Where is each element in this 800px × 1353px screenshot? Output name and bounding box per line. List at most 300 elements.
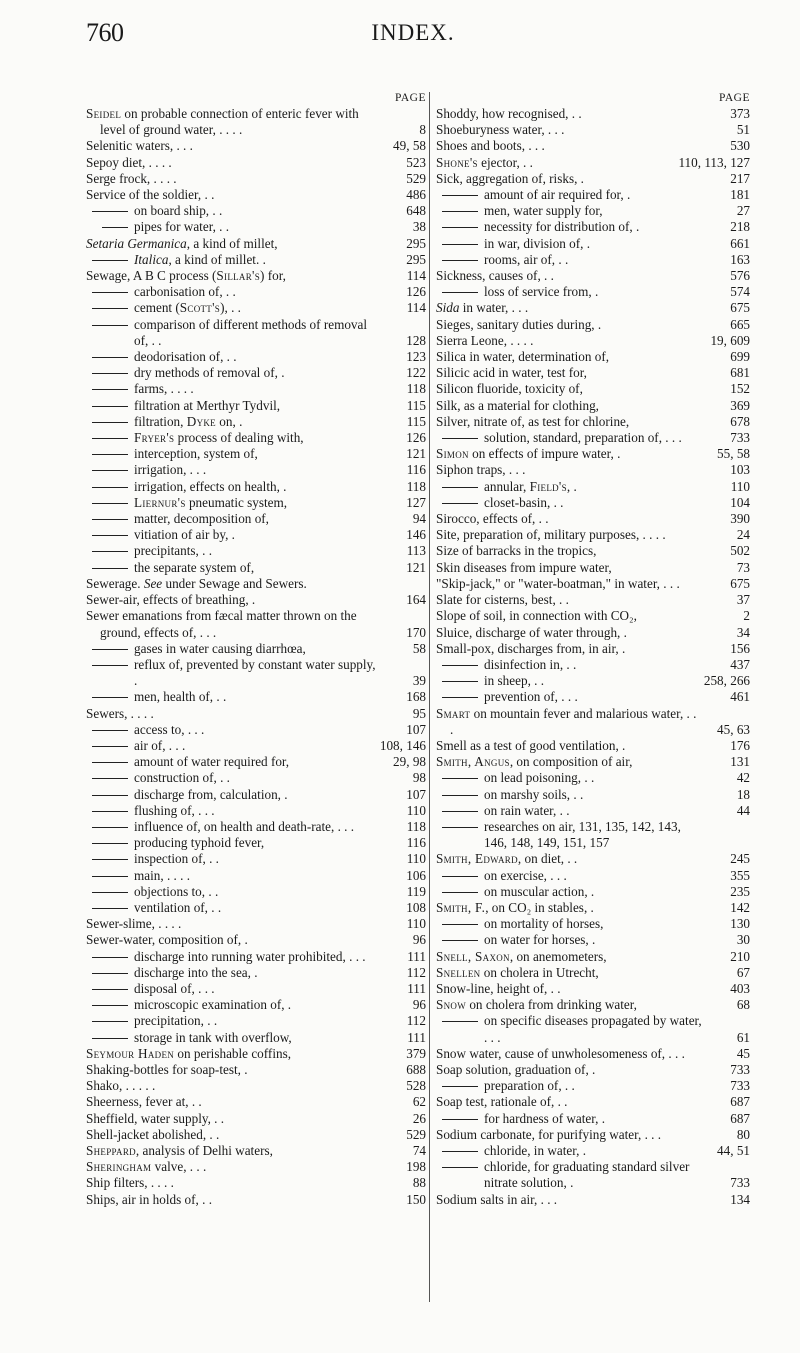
index-entry-text: inspection of, . . bbox=[86, 851, 426, 867]
index-entry-text: Silver, nitrate of, as test for chlorine, bbox=[436, 413, 630, 429]
index-entry-page: 681 bbox=[730, 365, 750, 381]
index-entry-page: 217 bbox=[730, 170, 750, 186]
index-entry bbox=[436, 932, 750, 948]
index-entry-text: construction of, . . bbox=[86, 770, 426, 786]
index-entry-page: 121 bbox=[406, 559, 426, 575]
repeat-dash bbox=[442, 681, 478, 682]
index-entry-page: 127 bbox=[406, 494, 426, 510]
index-entry-text: Shell-jacket abolished, . . bbox=[86, 1126, 220, 1142]
index-entry-page: 107 bbox=[406, 721, 426, 737]
index-entry-text: Shoddy, how recognised, . . bbox=[436, 106, 582, 121]
index-entry-text: Snow on cholera from drinking water, bbox=[436, 997, 637, 1013]
index-entry-page: 80 bbox=[736, 1126, 750, 1142]
repeat-dash bbox=[92, 649, 128, 650]
index-entry bbox=[86, 576, 426, 592]
index-entry bbox=[436, 641, 750, 657]
index-entry-page: 108 bbox=[406, 899, 426, 915]
index-entry bbox=[86, 219, 426, 235]
index-entry bbox=[436, 543, 750, 559]
index-entry bbox=[86, 706, 426, 722]
index-entry-page: 529 bbox=[406, 170, 426, 186]
index-entry bbox=[436, 625, 750, 641]
index-entry bbox=[436, 219, 750, 235]
repeat-dash bbox=[92, 487, 128, 488]
index-entry-text: farms, . . . . bbox=[86, 381, 426, 397]
repeat-dash bbox=[92, 389, 128, 390]
index-entry bbox=[86, 284, 426, 300]
index-entry-page: 733 bbox=[730, 1078, 750, 1094]
index-entry-page: 134 bbox=[730, 1191, 750, 1207]
index-entry bbox=[436, 155, 750, 171]
index-entry bbox=[86, 1159, 426, 1175]
index-entry bbox=[436, 106, 750, 122]
index-entry-page: 98 bbox=[412, 770, 426, 786]
index-entry-page: 115 bbox=[406, 413, 426, 429]
index-entry-text: precipitants, . . bbox=[86, 543, 426, 559]
index-entry bbox=[436, 851, 750, 867]
index-entry bbox=[436, 884, 750, 900]
index-entry-page: 733 bbox=[730, 1061, 750, 1077]
index-entry-page: 210 bbox=[730, 948, 750, 964]
right-column bbox=[436, 90, 750, 1208]
index-entry bbox=[436, 333, 750, 349]
index-entry-page: 108, 146 bbox=[379, 737, 426, 753]
index-entry-page: 130 bbox=[730, 916, 750, 932]
index-entry-page: 733 bbox=[730, 1175, 750, 1191]
repeat-dash bbox=[92, 357, 128, 358]
index-entry bbox=[436, 1192, 750, 1208]
index-entry-page: 114 bbox=[406, 300, 426, 316]
index-entry-page: 62 bbox=[412, 1094, 426, 1110]
index-entry-text: chloride, for graduating standard silver nitrate solution, . bbox=[436, 1159, 750, 1191]
repeat-dash bbox=[92, 730, 128, 731]
repeat-dash bbox=[442, 260, 478, 261]
index-entry-page: 29, 98 bbox=[393, 754, 426, 770]
index-entry bbox=[436, 770, 750, 786]
index-entry-text: closet-basin, . . bbox=[436, 495, 750, 511]
index-entry-page: 126 bbox=[406, 430, 426, 446]
index-entry-text: Italica, a kind of millet. . bbox=[86, 252, 426, 268]
index-entry bbox=[86, 155, 426, 171]
index-entry-page: 73 bbox=[736, 559, 750, 575]
index-entry-page: 119 bbox=[406, 883, 426, 899]
page-title: INDEX. bbox=[371, 20, 455, 45]
index-entry-page: 502 bbox=[730, 543, 750, 559]
repeat-dash bbox=[92, 778, 128, 779]
index-entry-page: 403 bbox=[730, 980, 750, 996]
index-entry-text: comparison of different methods of removal of, . . bbox=[86, 317, 426, 349]
index-entry-text: precipitation, . . bbox=[86, 1013, 426, 1029]
index-entry-page: 164 bbox=[406, 592, 426, 608]
index-entry bbox=[436, 754, 750, 770]
repeat-dash bbox=[442, 665, 478, 666]
index-entry-page: 574 bbox=[730, 284, 750, 300]
index-entry bbox=[436, 414, 750, 430]
repeat-dash bbox=[442, 876, 478, 877]
index-entry-page: 163 bbox=[730, 251, 750, 267]
repeat-dash bbox=[442, 697, 478, 698]
index-entry bbox=[86, 543, 426, 559]
repeat-dash bbox=[92, 665, 128, 666]
index-entry-text: air of, . . . bbox=[86, 738, 426, 754]
index-entry bbox=[86, 414, 426, 430]
index-entry-text: Fryer's process of dealing with, bbox=[86, 430, 426, 446]
index-entry-text: on specific diseases propagated by water, . . . bbox=[436, 1013, 750, 1045]
index-entry-text: Sheppard, analysis of Delhi waters, bbox=[86, 1143, 273, 1158]
index-entry-text: Shako, . . . . . bbox=[86, 1078, 156, 1094]
index-entry bbox=[86, 592, 426, 608]
index-entry bbox=[86, 997, 426, 1013]
index-entry-text: Slate for cisterns, best, . . bbox=[436, 592, 569, 608]
index-entry bbox=[86, 1013, 426, 1029]
index-entry bbox=[436, 511, 750, 527]
repeat-dash bbox=[442, 487, 478, 488]
index-entry-text: Soap solution, graduation of, . bbox=[436, 1061, 596, 1077]
index-entry-page: 110 bbox=[406, 802, 426, 818]
index-entry-text: Smith, F., on CO₂ in stables, . bbox=[436, 899, 594, 915]
index-entry-text: Skin diseases from impure water, bbox=[436, 559, 612, 575]
index-entry bbox=[436, 430, 750, 446]
index-entry bbox=[86, 398, 426, 414]
index-entry-text: irrigation, effects on health, . bbox=[86, 479, 426, 495]
repeat-dash bbox=[442, 811, 478, 812]
index-entry-text: Size of barracks in the tropics, bbox=[436, 543, 597, 559]
index-entry bbox=[86, 819, 426, 835]
index-entry-text: Sewerage. See under Sewage and Sewers. bbox=[86, 575, 307, 591]
index-entry-text: Silicon fluoride, toxicity of, bbox=[436, 381, 583, 397]
index-entry-page: 665 bbox=[730, 316, 750, 332]
index-entry-text: on muscular action, . bbox=[436, 884, 750, 900]
index-entry-text: Shaking-bottles for soap-test, . bbox=[86, 1061, 248, 1077]
index-entry bbox=[86, 835, 426, 851]
repeat-dash bbox=[92, 211, 128, 212]
index-entry-page: 8 bbox=[419, 122, 426, 138]
index-entry-text: Shone's ejector, . . bbox=[436, 154, 533, 170]
index-entry bbox=[86, 1111, 426, 1127]
index-entry-page: 118 bbox=[406, 478, 426, 494]
index-entry-page: 528 bbox=[406, 1078, 426, 1094]
page-header bbox=[86, 18, 740, 50]
index-entry-text: Sewer emanations from fæcal matter thrown on the ground, effects of, . . . bbox=[86, 608, 357, 640]
index-entry bbox=[436, 592, 750, 608]
index-entry-page: 34 bbox=[736, 624, 750, 640]
repeat-dash bbox=[442, 438, 478, 439]
index-entry bbox=[86, 479, 426, 495]
index-entry-text: disposal of, . . . bbox=[86, 981, 426, 997]
index-entry-text: Silicic acid in water, test for, bbox=[436, 365, 587, 381]
index-entry-page: 687 bbox=[730, 1110, 750, 1126]
index-entry-page: 576 bbox=[730, 268, 750, 284]
repeat-dash bbox=[442, 1151, 478, 1152]
repeat-dash bbox=[92, 503, 128, 504]
repeat-dash bbox=[92, 892, 128, 893]
index-entry bbox=[436, 787, 750, 803]
index-entry-page: 218 bbox=[730, 219, 750, 235]
index-entry-text: Smith, Edward, on diet, . . bbox=[436, 851, 578, 867]
index-entry bbox=[86, 268, 426, 284]
repeat-dash bbox=[92, 827, 128, 828]
index-entry-page: 104 bbox=[730, 494, 750, 510]
index-entry-text: filtration at Merthyr Tydvil, bbox=[86, 398, 426, 414]
repeat-dash bbox=[92, 762, 128, 763]
repeat-dash bbox=[92, 373, 128, 374]
index-entry bbox=[86, 1094, 426, 1110]
index-entry-page: 648 bbox=[406, 203, 426, 219]
index-entry-text: Sluice, discharge of water through, . bbox=[436, 624, 627, 640]
index-entry-page: 675 bbox=[730, 575, 750, 591]
index-entry-text: Smith, Angus, on composition of air, bbox=[436, 754, 633, 770]
index-entry bbox=[436, 171, 750, 187]
index-entry-text: main, . . . . bbox=[86, 868, 426, 884]
index-entry-page: 122 bbox=[406, 365, 426, 381]
index-entry bbox=[436, 365, 750, 381]
repeat-dash bbox=[92, 843, 128, 844]
index-entry bbox=[436, 236, 750, 252]
index-entry-text: amount of air required for, . bbox=[436, 187, 750, 203]
index-entry-text: access to, . . . bbox=[86, 722, 426, 738]
index-entry-page: 523 bbox=[406, 154, 426, 170]
index-entry-text: researches on air, 131, 135, 142, 143, 146, 148, 149, 151, 157 bbox=[436, 819, 750, 851]
index-entry-page: 156 bbox=[730, 640, 750, 656]
repeat-dash bbox=[442, 940, 478, 941]
index-entry-page: 27 bbox=[736, 203, 750, 219]
index-entry bbox=[86, 462, 426, 478]
index-entry bbox=[86, 770, 426, 786]
index-entry-page: 530 bbox=[730, 138, 750, 154]
index-entry-text: disinfection in, . . bbox=[436, 657, 750, 673]
right-page-label: PAGE bbox=[719, 92, 750, 104]
index-entry bbox=[86, 1046, 426, 1062]
index-entry bbox=[436, 1127, 750, 1143]
index-entry bbox=[86, 1062, 426, 1078]
index-entry-text: discharge into running water prohibited, . . . bbox=[86, 949, 426, 965]
index-entry-text: Sewage, A B C process (Sillar's) for, bbox=[86, 268, 286, 284]
repeat-dash bbox=[92, 876, 128, 877]
index-entry-page: 45 bbox=[736, 1045, 750, 1061]
index-entry-page: 94 bbox=[412, 511, 426, 527]
index-entry-page: 176 bbox=[730, 737, 750, 753]
index-entry bbox=[436, 381, 750, 397]
index-entry-text: microscopic examination of, . bbox=[86, 997, 426, 1013]
index-entry bbox=[86, 900, 426, 916]
index-entry bbox=[436, 252, 750, 268]
index-entry-text: Snow-line, height of, . . bbox=[436, 980, 561, 996]
index-entry-page: 26 bbox=[412, 1110, 426, 1126]
index-entry-text: cement (Scott's), . . bbox=[86, 300, 426, 316]
repeat-dash bbox=[92, 859, 128, 860]
index-entry-text: Liernur's pneumatic system, bbox=[86, 495, 426, 511]
index-entry-text: interception, system of, bbox=[86, 446, 426, 462]
index-entry-page: 58 bbox=[412, 640, 426, 656]
index-entry-page: 146 bbox=[406, 527, 426, 543]
index-entry-text: Serge frock, . . . . bbox=[86, 170, 177, 186]
index-entry-page: 678 bbox=[730, 413, 750, 429]
index-entry-page: 355 bbox=[730, 867, 750, 883]
repeat-dash bbox=[442, 1086, 478, 1087]
index-entry-text: Sodium carbonate, for purifying water, . . . bbox=[436, 1126, 662, 1142]
index-entry-page: 369 bbox=[730, 397, 750, 413]
index-entry bbox=[436, 203, 750, 219]
index-entry-page: 110 bbox=[406, 916, 426, 932]
index-entry bbox=[86, 916, 426, 932]
index-entry-page: 111 bbox=[407, 980, 426, 996]
index-entry-page: 114 bbox=[406, 268, 426, 284]
index-entry-text: Shoeburyness water, . . . bbox=[436, 122, 565, 138]
repeat-dash bbox=[442, 244, 478, 245]
index-entry bbox=[436, 981, 750, 997]
index-entry bbox=[86, 495, 426, 511]
index-entry bbox=[86, 884, 426, 900]
index-entry-page: 295 bbox=[406, 251, 426, 267]
index-entry bbox=[436, 900, 750, 916]
index-entry-page: 733 bbox=[730, 430, 750, 446]
index-entry bbox=[436, 819, 750, 851]
index-entry-text: on rain water, . . bbox=[436, 803, 750, 819]
index-entry-page: 38 bbox=[412, 219, 426, 235]
index-entry-text: Seidel on probable connection of enteric fever with level of ground water, . . . . bbox=[86, 106, 359, 138]
index-entry bbox=[86, 1175, 426, 1191]
index-entry-text: ventilation of, . . bbox=[86, 900, 426, 916]
repeat-dash bbox=[92, 422, 128, 423]
index-entry-page: 699 bbox=[730, 349, 750, 365]
index-entry-page: 373 bbox=[730, 106, 750, 121]
index-entry-text: preparation of, . . bbox=[436, 1078, 750, 1094]
repeat-dash bbox=[442, 195, 478, 196]
index-entry-text: irrigation, . . . bbox=[86, 462, 426, 478]
index-entry bbox=[86, 949, 426, 965]
index-entry-text: Selenitic waters, . . . bbox=[86, 138, 193, 154]
index-entry-text: necessity for distribution of, . bbox=[436, 219, 750, 235]
index-entry-text: Sierra Leone, . . . . bbox=[436, 332, 534, 348]
index-entry bbox=[436, 284, 750, 300]
index-entry-text: reflux of, prevented by constant water supply, . bbox=[86, 657, 426, 689]
index-entry-text: Sieges, sanitary duties during, . bbox=[436, 316, 602, 332]
index-entry-page: 121 bbox=[406, 446, 426, 462]
index-entry-page: 49, 58 bbox=[393, 138, 426, 154]
index-entry bbox=[86, 722, 426, 738]
index-entry bbox=[436, 560, 750, 576]
index-entry-text: Ships, air in holds of, . . bbox=[86, 1191, 213, 1207]
index-entry-text: Sepoy diet, . . . . bbox=[86, 154, 172, 170]
index-entry-page: 675 bbox=[730, 300, 750, 316]
repeat-dash bbox=[102, 227, 128, 228]
repeat-dash bbox=[92, 568, 128, 569]
index-entry-page: 68 bbox=[736, 997, 750, 1013]
index-entry-page: 235 bbox=[730, 883, 750, 899]
index-entry bbox=[436, 1143, 750, 1159]
repeat-dash bbox=[92, 292, 128, 293]
index-entry bbox=[86, 787, 426, 803]
index-entry-text: on marshy soils, . . bbox=[436, 787, 750, 803]
repeat-dash bbox=[442, 1021, 478, 1022]
index-entry-page: 51 bbox=[736, 122, 750, 138]
index-entry bbox=[86, 1192, 426, 1208]
index-entry bbox=[436, 1078, 750, 1094]
right-entries bbox=[436, 106, 750, 1208]
index-entry bbox=[86, 106, 426, 138]
repeat-dash bbox=[92, 811, 128, 812]
index-entry bbox=[436, 398, 750, 414]
index-entry bbox=[436, 965, 750, 981]
index-entry-page: 45, 63 bbox=[717, 721, 750, 737]
index-entry-text: men, water supply for, bbox=[436, 203, 750, 219]
index-entry bbox=[436, 300, 750, 316]
index-entry bbox=[436, 803, 750, 819]
index-entry bbox=[436, 916, 750, 932]
index-entry-text: Sewers, . . . . bbox=[86, 705, 154, 721]
index-entry-text: prevention of, . . . bbox=[436, 689, 750, 705]
index-entry-text: producing typhoid fever, bbox=[86, 835, 426, 851]
index-entry-text: Sodium salts in air, . . . bbox=[436, 1191, 558, 1207]
index-entry-text: vitiation of air by, . bbox=[86, 527, 426, 543]
index-entry-text: on water for horses, . bbox=[436, 932, 750, 948]
index-entry-text: deodorisation of, . . bbox=[86, 349, 426, 365]
index-entry-text: Sheerness, fever at, . . bbox=[86, 1094, 202, 1110]
index-entry-text: influence of, on health and death-rate, . . . bbox=[86, 819, 426, 835]
repeat-dash bbox=[92, 973, 128, 974]
index-entry bbox=[86, 868, 426, 884]
repeat-dash bbox=[442, 227, 478, 228]
index-entry bbox=[86, 430, 426, 446]
index-entry-page: 126 bbox=[406, 284, 426, 300]
repeat-dash bbox=[442, 292, 478, 293]
index-entry-text: rooms, air of, . . bbox=[436, 252, 750, 268]
index-entry bbox=[436, 1013, 750, 1045]
index-entry bbox=[436, 138, 750, 154]
index-entry-text: Seymour Haden on perishable coffins, bbox=[86, 1045, 292, 1061]
index-entry-text: Smart on mountain fever and malarious water, . . . bbox=[436, 705, 697, 737]
index-entry-page: 55, 58 bbox=[717, 446, 750, 462]
index-entry-page: 116 bbox=[406, 462, 426, 478]
index-entry bbox=[436, 673, 750, 689]
index-entry-page: 688 bbox=[406, 1061, 426, 1077]
repeat-dash bbox=[92, 551, 128, 552]
repeat-dash bbox=[92, 308, 128, 309]
index-entry-text: Snow water, cause of unwholesomeness of, . . . bbox=[436, 1045, 685, 1061]
index-entry bbox=[436, 495, 750, 511]
index-entry bbox=[436, 349, 750, 365]
index-entry bbox=[86, 965, 426, 981]
index-entry-text: Snell, Saxon, on anemometers, bbox=[436, 948, 607, 964]
index-entry-page: 486 bbox=[406, 187, 426, 203]
index-entry bbox=[86, 1143, 426, 1159]
index-entry-page: 245 bbox=[730, 851, 750, 867]
index-entry-page: 168 bbox=[406, 689, 426, 705]
index-entry-page: 529 bbox=[406, 1126, 426, 1142]
index-entry-page: 150 bbox=[406, 1191, 426, 1207]
index-entry-text: for hardness of water, . bbox=[436, 1111, 750, 1127]
index-entry-text: discharge from, calculation, . bbox=[86, 787, 426, 803]
index-entry bbox=[86, 738, 426, 754]
index-entry-text: men, health of, . . bbox=[86, 689, 426, 705]
index-entry-text: Sewer-air, effects of breathing, . bbox=[86, 592, 256, 608]
index-entry bbox=[436, 187, 750, 203]
index-entry bbox=[436, 1111, 750, 1127]
repeat-dash bbox=[92, 1005, 128, 1006]
index-entry-text: Sewer-slime, . . . . bbox=[86, 916, 182, 932]
index-entry bbox=[86, 138, 426, 154]
repeat-dash bbox=[92, 1038, 128, 1039]
index-entry-page: 67 bbox=[736, 964, 750, 980]
index-entry-page: 30 bbox=[736, 932, 750, 948]
repeat-dash bbox=[92, 746, 128, 747]
repeat-dash bbox=[92, 260, 128, 261]
repeat-dash bbox=[442, 1119, 478, 1120]
index-entry bbox=[436, 689, 750, 705]
repeat-dash bbox=[92, 795, 128, 796]
index-entry bbox=[86, 527, 426, 543]
index-entry bbox=[86, 803, 426, 819]
